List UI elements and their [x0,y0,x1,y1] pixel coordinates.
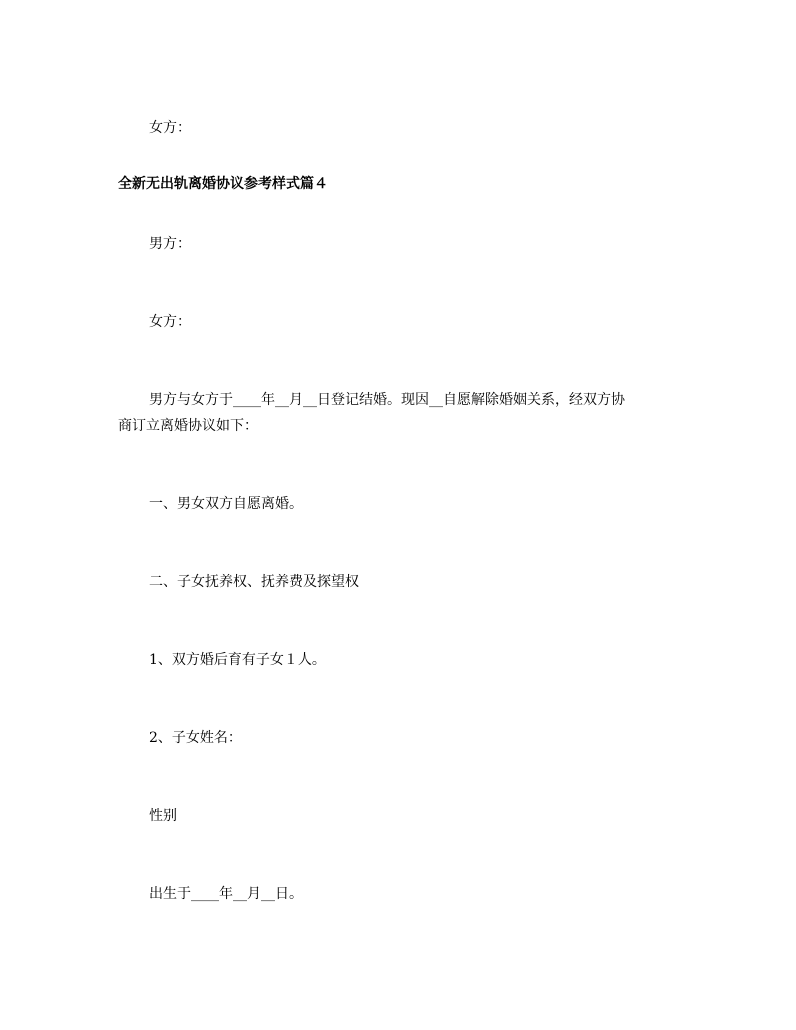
clause-1: 一、男女双方自愿离婚。 [149,496,303,512]
item-1: 1、双方婚后育有子女１人。 [149,652,326,668]
clause-2: 二、子女抚养权、抚养费及探望权 [149,574,359,590]
item-2: 2、子女姓名： [149,730,242,746]
intro-paragraph-line-1: 男方与女方于____年__月__日登记结婚。现因__自愿解除婚姻关系，经双方协 [149,392,625,408]
section-heading: 全新无出轨离婚协议参考样式篇４ [118,176,328,192]
intro-paragraph-line-2: 商订立离婚协议如下： [118,418,258,434]
female-party-label-2: 女方： [149,314,191,330]
male-party-label: 男方： [149,236,191,252]
female-party-label-1: 女方： [149,120,191,136]
birth-date-line: 出生于____年__月__日。 [149,886,303,902]
gender-label: 性别 [149,808,177,824]
